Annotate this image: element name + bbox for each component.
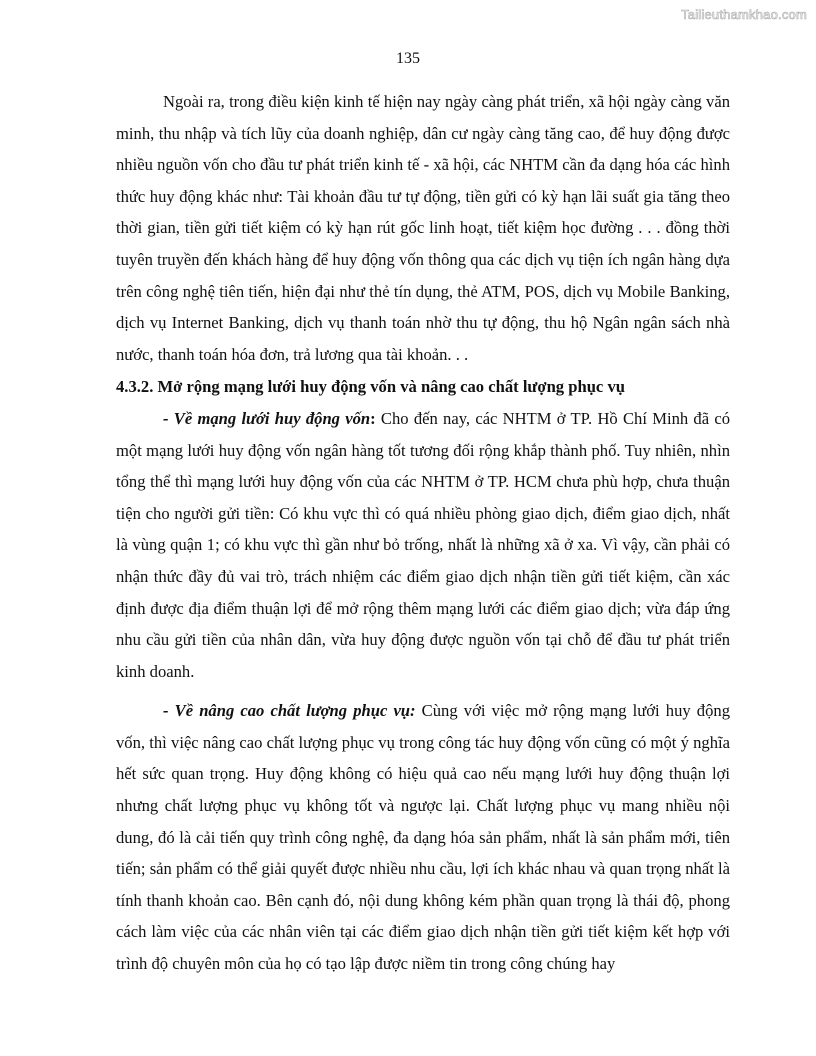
watermark-text: Tailieuthamkhao.com [681, 7, 807, 22]
document-body [116, 86, 730, 980]
page-number: 135 [396, 50, 420, 67]
paragraph-network-lead: - Về mạng lưới huy động vốn [163, 408, 371, 428]
paragraph-service-quality [116, 695, 730, 979]
paragraph-service-quality-lead: - Về nâng cao chất lượng phục vụ: [163, 701, 416, 721]
paragraph-network-lead-colon: : [370, 408, 376, 428]
paragraph-network-body: Cho đến nay, các NHTM ở TP. Hồ Chí Minh đã có một mạng lưới huy động vốn ngân hàng tốt tương đối rộng khắp thành phố. Tuy nhiên, nhìn tổng thể thì mạng lưới huy động vốn của các NHTM ở TP. HCM chưa phù hợp, chưa thuận tiện cho người gửi tiền: Có khu vực thì có quá nhiều phòng giao dịch, điểm giao dịch, nhất là vùng quận 1; có khu vực thì gần như bỏ trống, nhất là những xã ở xa. Vì vậy, cần phải có nhận thức đầy đủ vai trò, trách nhiệm các điểm giao dịch nhận tiền gửi tiết kiệm, cần xác định được địa điểm thuận lợi để mở rộng thêm mạng lưới các điểm giao dịch; vừa đáp ứng nhu cầu gửi tiền của nhân dân, vừa huy động được nguồn vốn tại chỗ để đầu tư phát triển kinh doanh. [116, 408, 730, 681]
paragraph-network [116, 403, 730, 687]
paragraph-other-mobilization-forms: Ngoài ra, trong điều kiện kinh tế hiện nay ngày càng phát triển, xã hội ngày càng văn minh, thu nhập và tích lũy của doanh nghiệp, dân cư ngày càng tăng cao, để huy động được nhiều nguồn vốn cho đầu tư phát triển kinh tế - xã hội, các NHTM cần đa dạng hóa các hình thức huy động khác như: Tài khoản đầu tư tự động, tiền gửi có kỳ hạn lãi suất gia tăng theo thời gian, tiền gửi tiết kiệm có kỳ hạn rút gốc linh hoạt, tiết kiệm học đường . . . đồng thời tuyên truyền đến khách hàng để huy động vốn thông qua các dịch vụ tiện ích ngân hàng dựa trên công nghệ tiên tiến, hiện đại như thẻ tín dụng, thẻ ATM, POS, dịch vụ Mobile Banking, dịch vụ Internet Banking, dịch vụ thanh toán nhờ thu tự động, thu hộ Ngân ngân sách nhà nước, thanh toán hóa đơn, trả lương qua tài khoản. . . [116, 92, 730, 364]
section-heading-4-3-2: 4.3.2. Mở rộng mạng lưới huy động vốn và nâng cao chất lượng phục vụ [116, 377, 625, 397]
paragraph-service-quality-body: Cùng với việc mở rộng mạng lưới huy động vốn, thì việc nâng cao chất lượng phục vụ trong công tác huy động vốn cũng có một ý nghĩa hết sức quan trọng. Huy động không có hiệu quả cao nếu mạng lưới huy động thuận lợi nhưng chất lượng phục vụ không tốt và ngược lại. Chất lượng phục vụ mang nhiều nội dung, đó là cải tiến quy trình công nghệ, đa dạng hóa sản phẩm, nhất là sản phẩm mới, tiên tiến; sản phẩm có thể giải quyết được nhiều nhu cầu, lợi ích khác nhau và quan trọng nhất là tính thanh khoản cao. Bên cạnh đó, nội dung không kém phần quan trọng là thái độ, phong cách làm việc của các nhân viên tại các điểm giao dịch nhận tiền gửi tiết kiệm kết hợp với trình độ chuyên môn của họ có tạo lập được niềm tin trong công chúng hay [116, 701, 730, 974]
